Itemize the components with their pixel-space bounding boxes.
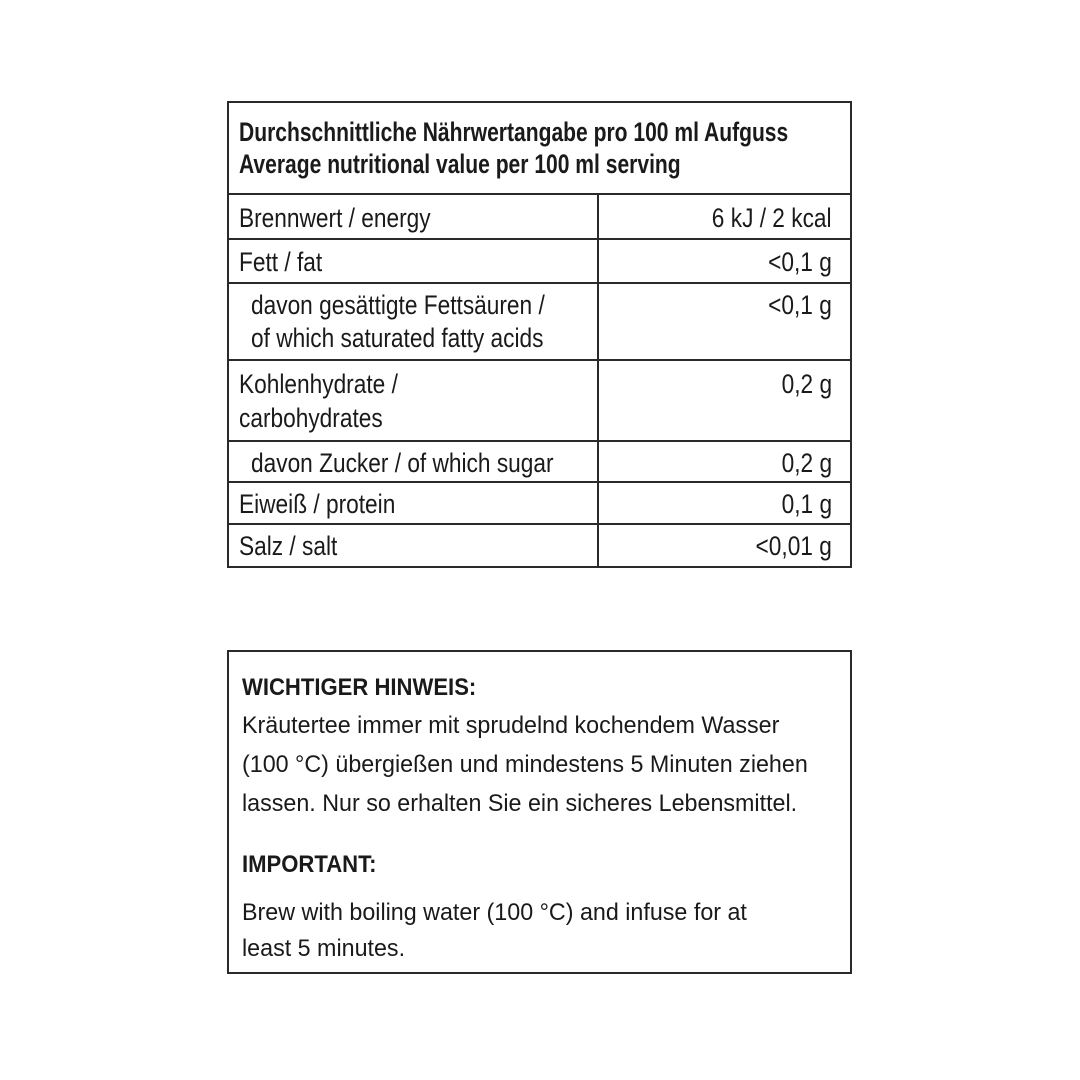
- row-value-fat: <0,1 g: [768, 247, 832, 277]
- row-label-sugar: davon Zucker / of which sugar: [251, 448, 554, 478]
- notice-text-de-line: Kräutertee immer mit sprudelnd kochendem Wasser: [242, 712, 780, 739]
- row-label-carbs-2: carbohydrates: [239, 403, 383, 433]
- notice-text-en-line: least 5 minutes.: [242, 935, 406, 962]
- row-value-energy: 6 kJ / 2 kcal: [712, 203, 832, 233]
- notice-heading-de: WICHTIGER HINWEIS:: [242, 674, 477, 701]
- row-value-carbs: 0,2 g: [781, 369, 832, 399]
- divider: [229, 440, 850, 442]
- row-label-fat: Fett / fat: [239, 247, 323, 277]
- notice-text-de-line: (100 °C) übergießen und mindestens 5 Minuten ziehen: [242, 751, 808, 778]
- row-label-salt: Salz / salt: [239, 531, 338, 561]
- divider: [229, 359, 850, 361]
- notice-text-de-line: lassen. Nur so erhalten Sie ein sicheres Lebensmittel.: [242, 790, 798, 817]
- nutrition-table: [227, 101, 852, 568]
- divider: [229, 282, 850, 284]
- row-label-saturated-1: davon gesättigte Fettsäuren /: [251, 290, 545, 320]
- divider: [229, 523, 850, 525]
- row-label-saturated-2: of which saturated fatty acids: [251, 323, 544, 353]
- notice-heading-en: IMPORTANT:: [242, 851, 377, 878]
- divider: [229, 481, 850, 483]
- table-title-de: Durchschnittliche Nährwertangabe pro 100 ml Aufguss: [239, 117, 789, 147]
- divider: [229, 193, 850, 195]
- table-title-en: Average nutritional value per 100 ml serving: [239, 149, 681, 179]
- notice-box: [227, 650, 852, 974]
- row-label-energy: Brennwert / energy: [239, 203, 431, 233]
- row-label-protein: Eiweiß / protein: [239, 489, 396, 519]
- column-divider: [597, 193, 599, 566]
- row-value-sugar: 0,2 g: [781, 448, 832, 478]
- notice-text-en-line: Brew with boiling water (100 °C) and infuse for at: [242, 899, 747, 926]
- row-value-salt: <0,01 g: [755, 531, 832, 561]
- divider: [229, 238, 850, 240]
- row-value-protein: 0,1 g: [781, 489, 832, 519]
- row-value-saturated: <0,1 g: [768, 290, 832, 320]
- row-label-carbs-1: Kohlenhydrate /: [239, 369, 398, 399]
